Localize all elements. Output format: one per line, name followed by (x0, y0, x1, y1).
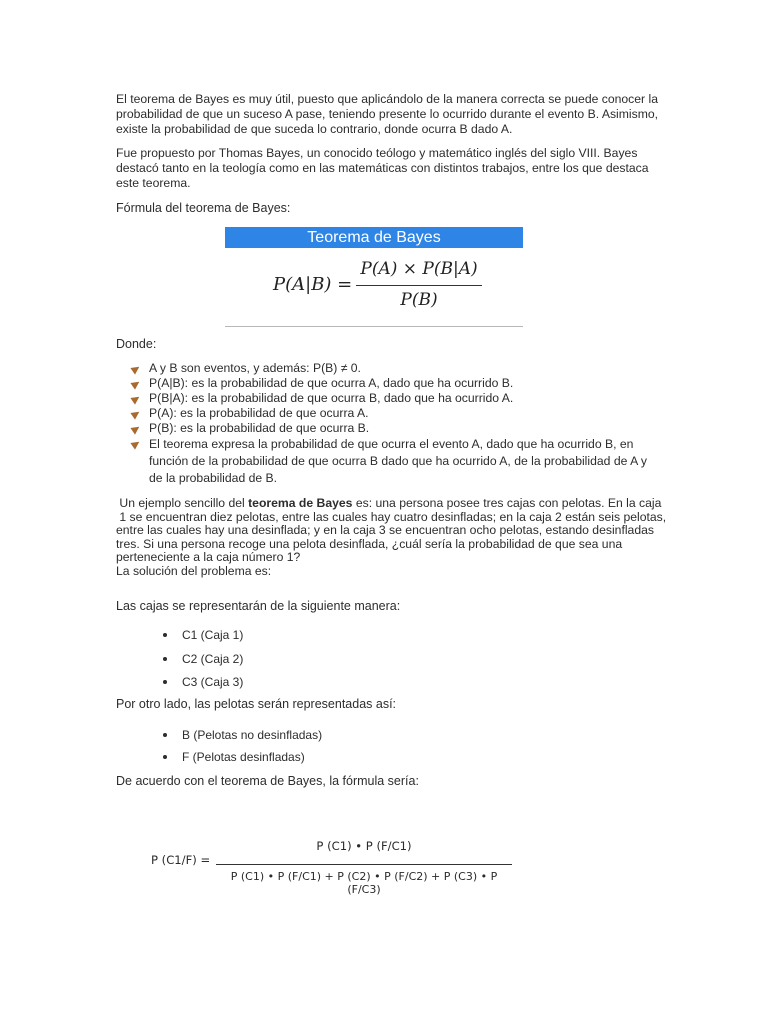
definition-text: P(A): es la probabilidad de que ocurra A. (149, 406, 369, 420)
formula-heading: Fórmula del teorema de Bayes: (116, 201, 291, 215)
intro-p2-line: destacó tanto en la teología como en las matemáticas con distintos trabajos, entre los que destaca (116, 161, 649, 175)
example-text: Un ejemplo sencillo del (116, 496, 249, 510)
dot-bullet-icon (163, 733, 167, 737)
example-line: tres. Si una persona recoge una pelota desinflada, ¿cuál sería la probabilidad de que sea una (116, 536, 623, 551)
intro-p2-line: Fue propuesto por Thomas Bayes, un conocido teólogo y matemático inglés del siglo VIII. Bayes (116, 146, 638, 160)
definition-long-line: función de la probabilidad de que ocurra B dado que ha ocurrido A, de la probabilidad de A y (149, 454, 648, 468)
dot-bullet-icon (163, 755, 167, 759)
definition-text: A y B son eventos, y además: P(B) ≠ 0. (149, 361, 361, 375)
final-formula-denominator: P (C1) • P (F/C1) + P (C2) • P (F/C2) + P (C3) • P (F/C3) (230, 870, 498, 896)
arrow-bullet-icon (130, 408, 141, 419)
intro-p2-line: este teorema. (116, 176, 191, 190)
definition-item (132, 391, 662, 406)
acuerdo-heading: De acuerdo con el teorema de Bayes, la fórmula sería: (116, 774, 419, 788)
arrow-bullet-icon (130, 393, 141, 404)
bayes-image-divider (225, 326, 523, 327)
intro-p1-line: existe la probabilidad de que suceda lo contrario, donde ocurra B dado A. (116, 122, 513, 136)
definition-long-line: El teorema expresa la probabilidad de que ocurra el evento A, dado que ha ocurrido B, en (149, 437, 634, 451)
donde-heading: Donde: (116, 337, 157, 351)
caja-item (182, 628, 243, 642)
bayes-formula-banner: Teorema de Bayes (225, 227, 523, 248)
intro-p1-line: El teorema de Bayes es muy útil, puesto que aplicándolo de la manera correcta se puede conocer la (116, 92, 658, 106)
example-solution-line: La solución del problema es: (116, 563, 272, 578)
caja-text: C3 (Caja 3) (182, 675, 244, 689)
arrow-bullet-icon (130, 378, 141, 389)
dot-bullet-icon (163, 680, 167, 684)
caja-item (182, 675, 243, 689)
final-formula-numerator: P (C1) • P (F/C1) (316, 839, 412, 853)
example-bold-term: teorema de Bayes (248, 496, 353, 510)
pelota-text: B (Pelotas no desinfladas) (182, 728, 323, 742)
definition-text: P(A|B): es la probabilidad de que ocurra A, dado que ha ocurrido B. (149, 376, 514, 390)
example-line: 1 se encuentran diez pelotas, entre las cuales hay cuatro desinfladas; en la caja 2 están seis pelotas, (116, 509, 667, 524)
definition-item (132, 421, 662, 436)
example-line: entre las cuales hay una desinflada; y en la caja 3 se encuentran ocho pelotas, estando desinfladas (116, 523, 654, 537)
bayes-formula-denominator: P(B) (400, 290, 438, 310)
example-first-line (116, 497, 676, 511)
caja-text: C2 (Caja 2) (182, 652, 244, 666)
definitions-list (132, 361, 662, 487)
cajas-heading: Las cajas se representarán de la siguiente manera: (116, 599, 401, 613)
bayes-formula-image (225, 227, 523, 327)
definition-item (132, 361, 662, 376)
caja-text: C1 (Caja 1) (182, 628, 244, 642)
intro-paragraph-1 (116, 92, 676, 137)
definition-item (132, 406, 662, 421)
pelota-item (182, 750, 305, 764)
caja-item (182, 652, 243, 666)
example-paragraph (116, 497, 676, 578)
definition-text: P(B|A): es la probabilidad de que ocurra B, dado que ha ocurrido A. (149, 391, 514, 405)
intro-p1-line: probabilidad de que un suceso A pase, teniendo presente lo ocurrido durante el evento B. Asimismo, (116, 107, 659, 121)
definition-long-line: de la probabilidad de B. (149, 471, 278, 485)
pelota-item (182, 728, 322, 742)
dot-bullet-icon (163, 657, 167, 661)
arrow-bullet-icon (130, 423, 141, 434)
bayes-formula-numerator: P(A) × P(B|A) (360, 259, 478, 279)
dot-bullet-icon (163, 633, 167, 637)
pelotas-heading: Por otro lado, las pelotas serán representadas así: (116, 697, 397, 711)
example-text: es: una persona posee tres cajas con pelotas. En la caja (352, 496, 662, 510)
bayes-fraction-bar (356, 285, 482, 286)
arrow-bullet-icon (130, 363, 141, 374)
example-line: perteneciente a la caja número 1? (116, 550, 301, 564)
definition-item-long (132, 436, 662, 487)
definition-text: P(B): es la probabilidad de que ocurra B. (149, 421, 370, 435)
final-formula-lhs: P (C1/F) = (151, 853, 211, 867)
arrow-bullet-icon (130, 438, 141, 449)
bayes-formula-lhs: P(A|B) = (273, 274, 353, 295)
final-formula-fraction-bar (216, 864, 512, 865)
definition-item (132, 376, 662, 391)
intro-paragraph-2 (116, 146, 676, 191)
pelota-text: F (Pelotas desinfladas) (182, 750, 305, 764)
